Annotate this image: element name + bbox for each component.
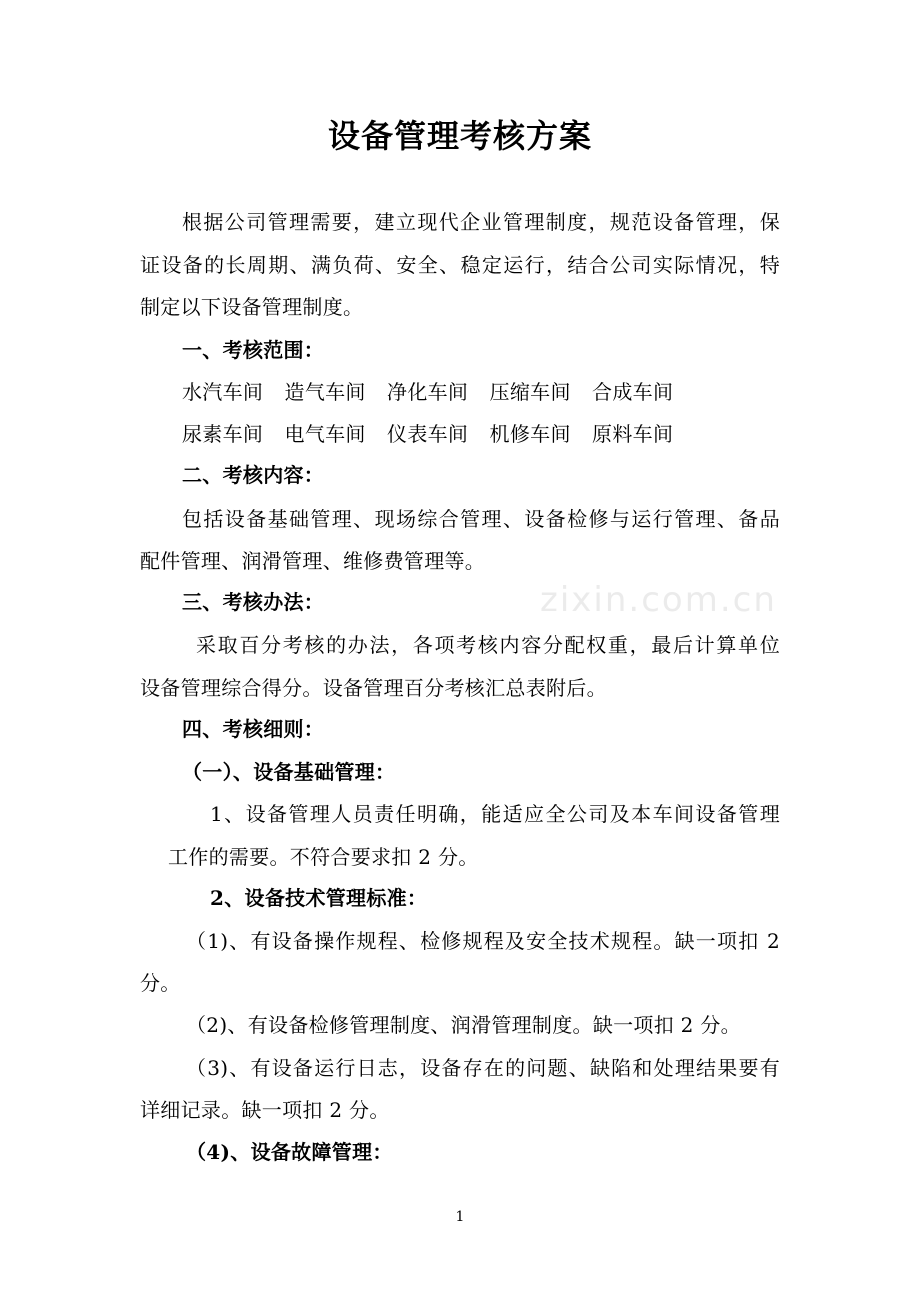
page-number: 1 [455, 1209, 465, 1225]
item-1-line-1 [210, 802, 780, 826]
text-line: 包括设备基础管理、现场综合管理、设备检修与运行管理、备品 [182, 507, 780, 531]
paragraph-content-line-2: 配件管理、润滑管理、维修费管理等。 [140, 549, 486, 573]
workshop-list-row-2: 尿素车间 电气车间 仪表车间 机修车间 原料车间 [182, 422, 674, 446]
paragraph-intro-line-1 [182, 210, 780, 234]
subitem-4-heading: （4)、设备故障管理： [186, 1140, 393, 1164]
text-line: 根据公司管理需要，建立现代企业管理制度，规范设备管理，保 [182, 210, 780, 234]
section-heading-method: 三、考核办法： [182, 590, 325, 614]
subitem-1-line-1 [186, 929, 780, 953]
section-heading-details: 四、考核细则： [182, 717, 325, 741]
text-line: （3)、有设备运行日志，设备存在的问题、缺陷和处理结果要有 [186, 1056, 780, 1080]
document-title: 设备管理考核方案 [327, 117, 592, 155]
workshop-list-row-1: 水汽车间 造气车间 净化车间 压缩车间 合成车间 [182, 380, 674, 404]
text-line: 1、设备管理人员责任明确，能适应全公司及本车间设备管理 [210, 802, 780, 826]
text-line: 证设备的长周期、满负荷、安全、稳定运行，结合公司实际情况，特 [140, 253, 780, 277]
item-1-line-2: 工作的需要。不符合要求扣 2 分。 [168, 845, 479, 869]
paragraph-intro-line-3: 制定以下设备管理制度。 [140, 295, 364, 319]
subsection-heading-basic-management: （一）、设备基础管理： [182, 760, 396, 784]
text-line: 采取百分考核的办法，各项考核内容分配权重，最后计算单位 [196, 633, 780, 657]
section-heading-content: 二、考核内容： [182, 463, 325, 487]
paragraph-content-line-1 [182, 507, 780, 531]
subitem-3-line-2: 详细记录。缺一项扣 2 分。 [140, 1098, 390, 1122]
paragraph-method-line-2: 设备管理综合得分。设备管理百分考核汇总表附后。 [140, 676, 607, 700]
watermark: zixin.com.cn [540, 580, 777, 620]
paragraph-method-line-1 [196, 633, 780, 657]
paragraph-intro-line-2 [140, 253, 780, 277]
subitem-1-line-2: 分。 [140, 971, 181, 995]
section-heading-scope: 一、考核范围： [182, 338, 325, 362]
subitem-3-line-1 [186, 1056, 780, 1080]
text-line: （1)、有设备操作规程、检修规程及安全技术规程。缺一项扣 2 [186, 929, 780, 953]
item-2-heading: 2、设备技术管理标准： [210, 886, 428, 910]
subitem-2-line-1: （2)、有设备检修管理制度、润滑管理制度。缺一项扣 2 分。 [186, 1013, 741, 1037]
